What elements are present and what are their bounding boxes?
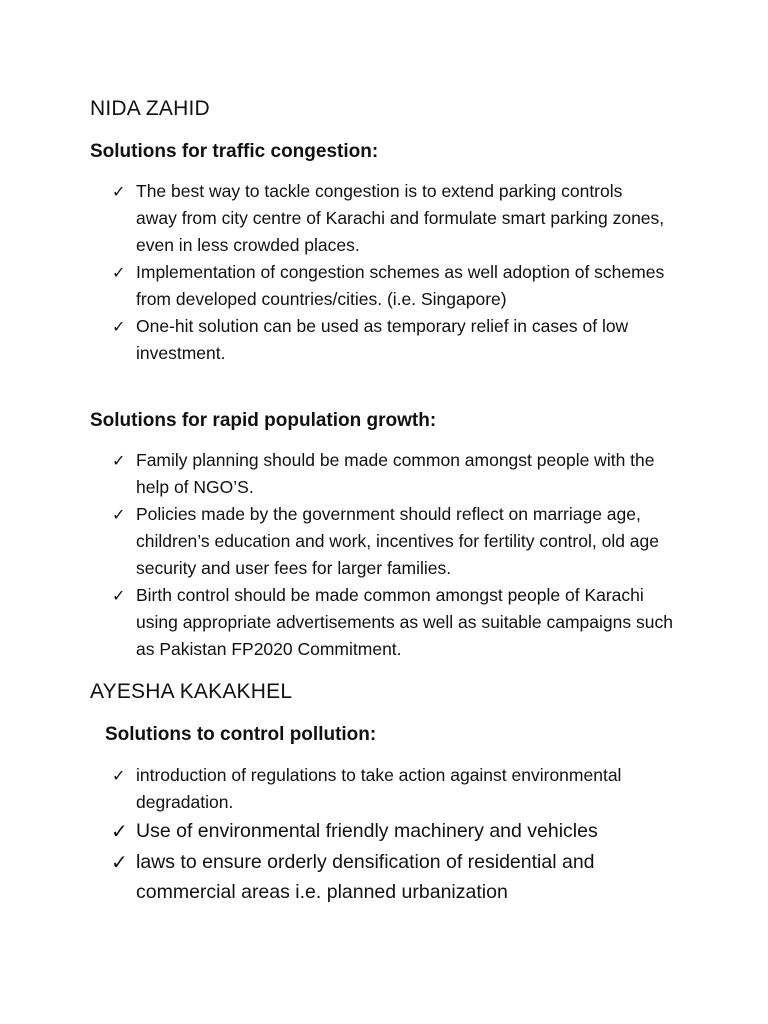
author-name: NIDA ZAHID [90, 97, 210, 120]
list-item-text: Policies made by the government should reflect on marriage age, children’s education and work, incentives for fertility control, old age security and user fees for larger families. [136, 504, 660, 578]
section-heading: Solutions for traffic congestion: [90, 141, 379, 162]
list-item-text: Implementation of congestion schemes as well adoption of schemes from developed countries/cities. (i.e. Singapore) [136, 262, 665, 309]
section-heading: Solutions for rapid population growth: [90, 410, 437, 431]
list-item [111, 816, 676, 847]
list-item [112, 259, 666, 313]
list-item-text: The best way to tackle congestion is to extend parking controls away from city centre of Karachi and formulate smart parking zones, even in less crowded places. [136, 181, 665, 255]
checklist [111, 816, 676, 908]
check-icon: ✓ [112, 263, 126, 282]
check-icon: ✓ [111, 849, 128, 874]
list-item [112, 313, 666, 367]
list-item-text: Use of environmental friendly machinery and vehicles [136, 820, 598, 842]
list-item-text: Family planning should be made common amongst people with the help of NGO’S. [136, 450, 655, 497]
list-item-text: laws to ensure orderly densification of residential and commercial areas i.e. planned urbanization [136, 850, 595, 903]
list-item [112, 501, 681, 582]
checklist [112, 762, 676, 816]
author-name: AYESHA KAKAKHEL [90, 680, 293, 703]
check-icon: ✓ [112, 451, 126, 470]
check-icon: ✓ [112, 317, 126, 336]
list-item [112, 178, 666, 259]
check-icon: ✓ [112, 766, 126, 785]
check-icon: ✓ [112, 182, 126, 201]
list-item-text: Birth control should be made common amongst people of Karachi using appropriate advertisements as well as suitable campaigns such as Pakistan FP2020 Commitment. [136, 585, 673, 659]
checklist [112, 447, 681, 663]
check-icon: ✓ [112, 586, 126, 605]
check-icon: ✓ [111, 819, 128, 843]
section-heading: Solutions to control pollution: [105, 724, 377, 745]
checklist [112, 178, 666, 367]
list-item [111, 847, 676, 908]
check-icon: ✓ [112, 505, 126, 524]
list-item [112, 582, 681, 663]
list-item [112, 447, 681, 501]
list-item [112, 762, 676, 816]
list-item-text: One-hit solution can be used as temporary relief in cases of low investment. [136, 316, 629, 363]
list-item-text: introduction of regulations to take action against environmental degradation. [136, 765, 622, 812]
